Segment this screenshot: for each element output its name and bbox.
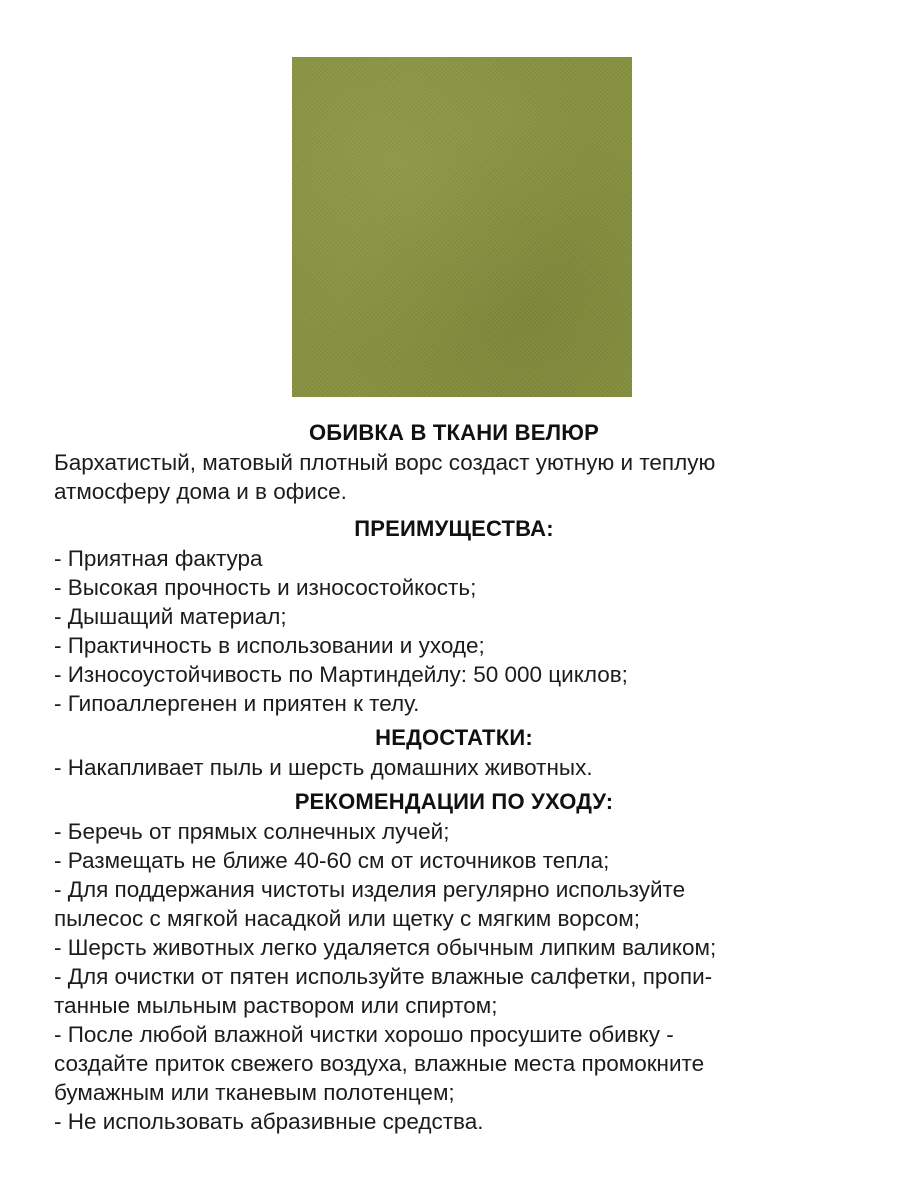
care-list xyxy=(54,817,874,1136)
list-item: - Размещать не ближе 40-60 см от источников тепла; xyxy=(54,848,610,873)
list-item: - Накапливает пыль и шерсть домашних животных. xyxy=(54,755,593,780)
list-item: - Гипоаллергенен и приятен к телу. xyxy=(54,691,420,716)
intro-line: атмосферу дома и в офисе. xyxy=(54,479,347,504)
list-item: - Износоустойчивость по Мартиндейлу: 50 000 циклов; xyxy=(54,662,628,687)
intro-paragraph xyxy=(54,448,874,506)
intro-line: Бархатистый, матовый плотный ворс создаст уютную и теплую xyxy=(54,450,716,475)
advantages-heading: ПРЕИМУЩЕСТВА: xyxy=(354,516,554,541)
list-item: - Высокая прочность и износостойкость; xyxy=(54,575,477,600)
care-heading: РЕКОМЕНДАЦИИ ПО УХОДУ: xyxy=(294,789,614,814)
list-item: - Не использовать абразивные средства. xyxy=(54,1109,484,1134)
list-item-continuation: создайте приток свежего воздуха, влажные места промокните xyxy=(54,1051,705,1076)
list-item: - Для очистки от пятен используйте влажные салфетки, пропи- xyxy=(54,964,713,989)
list-item: - Шерсть животных легко удаляется обычным липким валиком; xyxy=(54,935,717,960)
list-item-continuation: пылесос с мягкой насадкой или щетку с мягким ворсом; xyxy=(54,906,640,931)
list-item: - Дышащий материал; xyxy=(54,604,287,629)
list-item-continuation: бумажным или тканевым полотенцем; xyxy=(54,1080,455,1105)
list-item-continuation: танные мыльным раствором или спиртом; xyxy=(54,993,498,1018)
list-item: - После любой влажной чистки хорошо просушите обивку - xyxy=(54,1022,674,1047)
advantages-list xyxy=(54,544,874,718)
list-item: - Приятная фактура xyxy=(54,546,263,571)
list-item: - Для поддержания чистоты изделия регулярно используйте xyxy=(54,877,686,902)
disadvantages-list xyxy=(54,753,874,782)
fabric-swatch-image xyxy=(292,57,632,397)
disadvantages-heading: НЕДОСТАТКИ: xyxy=(375,725,533,750)
description-block xyxy=(54,418,874,1136)
list-item: - Практичность в использовании и уходе; xyxy=(54,633,485,658)
list-item: - Беречь от прямых солнечных лучей; xyxy=(54,819,450,844)
page-title: ОБИВКА В ТКАНИ ВЕЛЮР xyxy=(309,420,599,445)
